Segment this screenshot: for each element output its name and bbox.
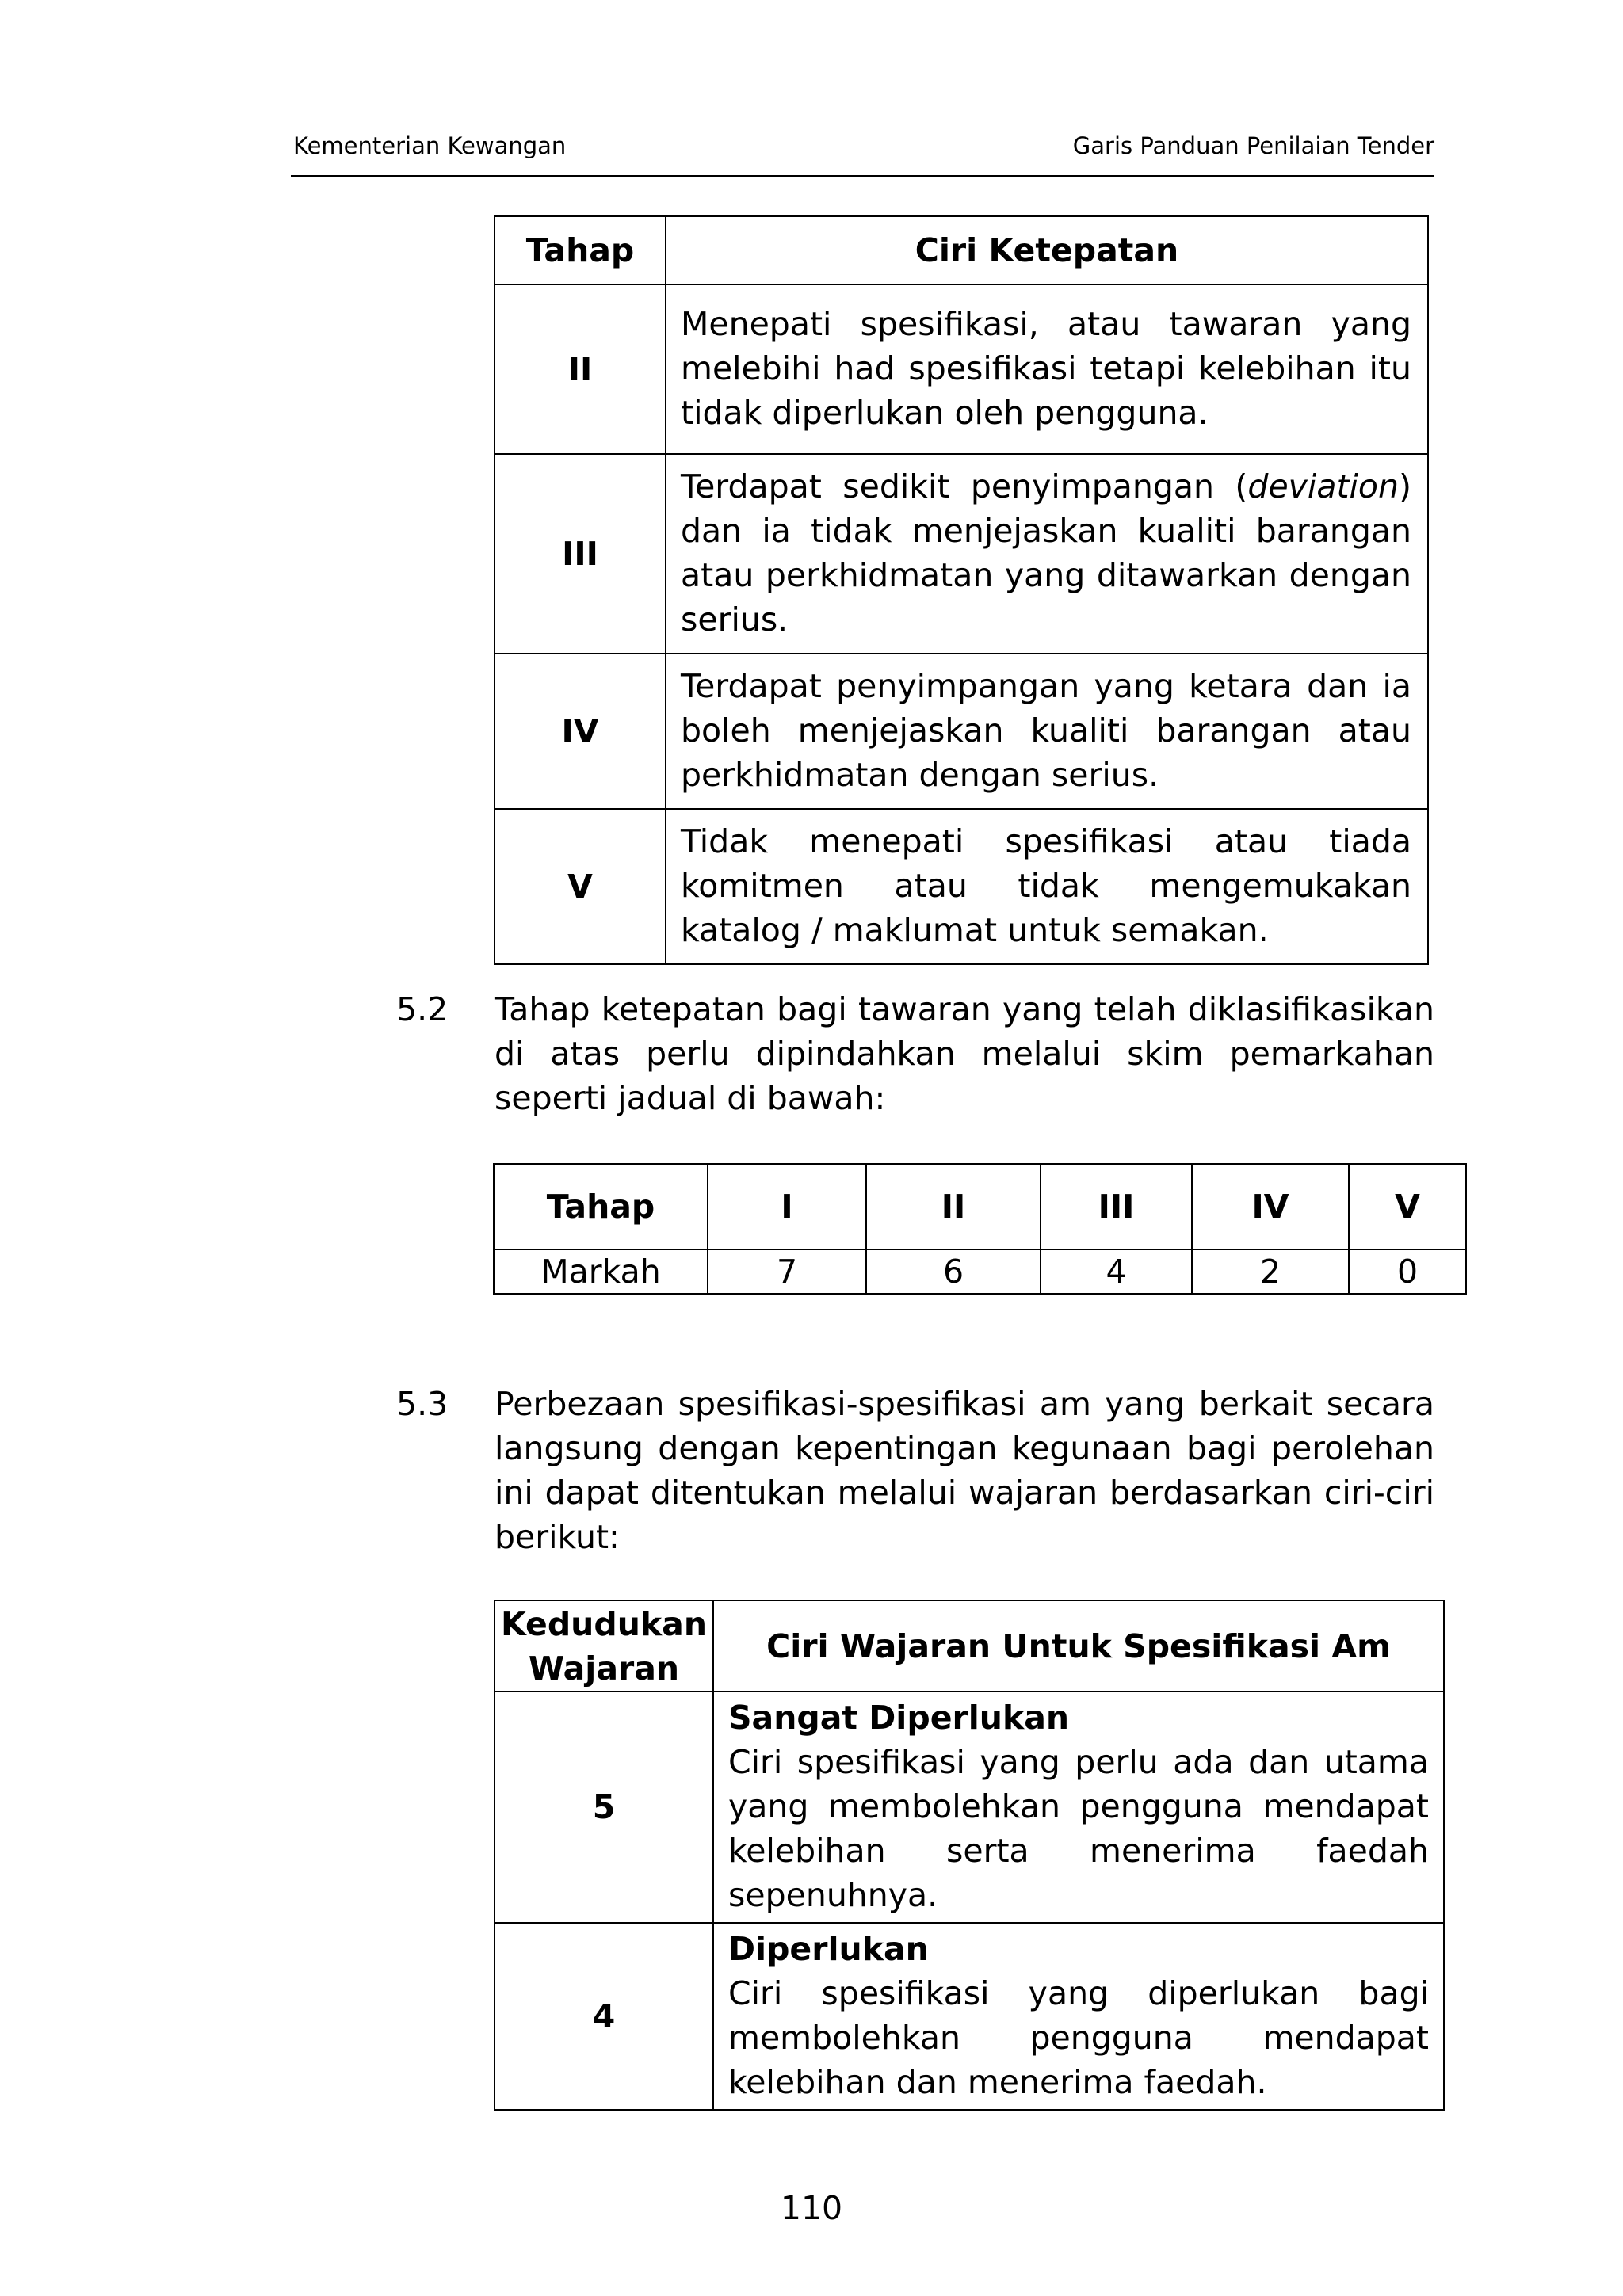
table1-header-criteria: Ciri Ketepatan	[666, 216, 1428, 284]
weighting-table	[494, 1600, 1445, 2111]
accuracy-level-table	[494, 215, 1429, 965]
marks-cell: 4	[1041, 1249, 1192, 1294]
marks-header-cell: I	[708, 1164, 866, 1249]
table1-description	[666, 454, 1428, 654]
paragraph-text: Tahap ketepatan bagi tawaran yang telah diklasifikasikan di atas perlu dipindahkan melalui skim pemarkahan seperti jadual di bawah:	[495, 990, 1434, 1117]
marks-cell: 2	[1192, 1249, 1349, 1294]
marks-cell: 7	[708, 1249, 866, 1294]
table-row	[495, 454, 1428, 654]
table1-level: II	[495, 284, 666, 454]
marks-header-cell: IV	[1192, 1164, 1349, 1249]
table3-header-position: Kedudukan Wajaran	[495, 1600, 713, 1691]
table1-description: Menepati spesifikasi, atau tawaran yang melebihi had spesifikasi tetapi kelebihan itu tidak diperlukan oleh pengguna.	[666, 284, 1428, 454]
paragraph-text: Perbezaan spesifikasi-spesifikasi am yang berkait secara langsung dengan kepentingan kegunaan bagi perolehan ini dapat ditentukan melalui wajaran berdasarkan ciri-ciri berikut:	[495, 1385, 1434, 1556]
table1-description: Terdapat penyimpangan yang ketara dan ia boleh menjejaskan kualiti barangan atau perkhidmatan dengan serius.	[666, 654, 1428, 809]
description-text: Terdapat sedikit penyimpangan (	[681, 467, 1248, 505]
page-header	[293, 132, 1434, 160]
weight-text: Ciri spesifikasi yang perlu ada dan utama yang membolehkan pengguna mendapat kelebihan serta menerima faedah sepenuhnya.	[728, 1743, 1429, 1914]
description-italic-term: deviation	[1247, 467, 1399, 505]
table3-weight: 4	[495, 1923, 713, 2110]
table-row	[494, 1164, 1466, 1249]
table-row	[495, 809, 1428, 964]
table3-header-criteria: Ciri Wajaran Untuk Spesifikasi Am	[713, 1600, 1444, 1691]
header-document-title: Garis Panduan Penilaian Tender	[1072, 132, 1434, 159]
description-text: ) dan ia tidak menjejaskan kualiti barangan atau perkhidmatan yang ditawarkan dengan serius.	[681, 467, 1411, 639]
marks-header-cell: Tahap	[494, 1164, 708, 1249]
table-row	[495, 284, 1428, 454]
weight-title: Sangat Diperlukan	[728, 1699, 1070, 1737]
weight-title: Diperlukan	[728, 1930, 929, 1968]
table1-description: Tidak menepati spesifikasi atau tiada komitmen atau tidak mengemukakan katalog / maklumat untuk semakan.	[666, 809, 1428, 964]
marks-table	[493, 1163, 1467, 1295]
marks-header-cell: III	[1041, 1164, 1192, 1249]
paragraph-number: 5.2	[396, 990, 449, 1028]
table1-level: IV	[495, 654, 666, 809]
marks-header-cell: V	[1349, 1164, 1466, 1249]
table1-level: V	[495, 809, 666, 964]
marks-header-cell: II	[866, 1164, 1041, 1249]
table3-weight: 5	[495, 1691, 713, 1923]
page-number: 110	[780, 2189, 843, 2227]
table1-header-level: Tahap	[495, 216, 666, 284]
table3-description	[713, 1691, 1444, 1923]
table3-description	[713, 1923, 1444, 2110]
paragraph-5-3	[396, 1382, 1434, 1559]
table-row	[494, 1249, 1466, 1294]
marks-cell: 6	[866, 1249, 1041, 1294]
marks-cell: Markah	[494, 1249, 708, 1294]
table-row	[495, 1691, 1444, 1923]
weight-text: Ciri spesifikasi yang diperlukan bagi membolehkan pengguna mendapat kelebihan dan menerima faedah.	[728, 1974, 1429, 2101]
header-divider	[291, 175, 1434, 177]
header-ministry: Kementerian Kewangan	[293, 132, 567, 159]
paragraph-number: 5.3	[396, 1385, 449, 1423]
paragraph-5-2	[396, 987, 1434, 1120]
table1-level: III	[495, 454, 666, 654]
table-row	[495, 654, 1428, 809]
marks-cell: 0	[1349, 1249, 1466, 1294]
table-row	[495, 1923, 1444, 2110]
